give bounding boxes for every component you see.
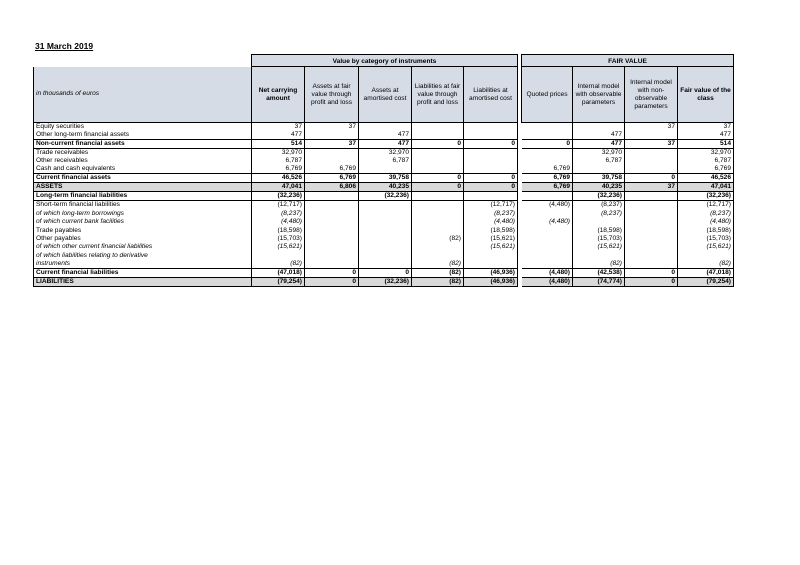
cell-value bbox=[412, 209, 464, 217]
column-header-fair-value-class: Fair value of the class bbox=[678, 67, 734, 123]
cell-value bbox=[464, 165, 518, 174]
cell-value bbox=[305, 243, 359, 251]
cell-value bbox=[573, 123, 625, 132]
cell-value bbox=[464, 251, 518, 259]
cell-value bbox=[625, 165, 678, 174]
row-label: of which long-term borrowings bbox=[34, 209, 252, 217]
cell-value: 37 bbox=[625, 123, 678, 132]
cell-value: 0 bbox=[412, 174, 464, 183]
cell-value bbox=[359, 123, 412, 132]
cell-value: 37 bbox=[625, 140, 678, 149]
cell-value bbox=[359, 165, 412, 174]
cell-value: 477 bbox=[359, 131, 412, 140]
column-header-liabilities-fvtpl: Liabilities at fair value through profit and loss bbox=[412, 67, 464, 123]
cell-value: (8,237) bbox=[464, 209, 518, 217]
cell-value bbox=[464, 149, 518, 158]
cell-value bbox=[573, 218, 625, 226]
cell-value: 477 bbox=[573, 140, 625, 149]
cell-value: 46,526 bbox=[678, 174, 734, 183]
cell-value: 6,769 bbox=[678, 165, 734, 174]
cell-value bbox=[522, 251, 573, 259]
column-header-internal-observable: Internal model with observable parameters bbox=[573, 67, 625, 123]
cell-value: 47,041 bbox=[678, 183, 734, 192]
cell-value: (8,237) bbox=[678, 209, 734, 217]
cell-value: (12,717) bbox=[464, 201, 518, 210]
table-row bbox=[34, 260, 734, 269]
cell-value: (4,480) bbox=[678, 218, 734, 226]
cell-value: 32,970 bbox=[359, 149, 412, 158]
cell-value: 37 bbox=[252, 123, 305, 132]
cell-value: (15,621) bbox=[464, 243, 518, 251]
table-row bbox=[34, 149, 734, 158]
cell-value bbox=[625, 243, 678, 251]
table-row bbox=[34, 268, 734, 277]
row-label: Trade receivables bbox=[34, 149, 252, 158]
table-row bbox=[34, 251, 734, 259]
cell-value bbox=[625, 218, 678, 226]
cell-value bbox=[464, 157, 518, 165]
cell-value bbox=[412, 192, 464, 201]
cell-value bbox=[678, 251, 734, 259]
cell-value: (74,774) bbox=[573, 277, 625, 286]
row-label: Trade payables bbox=[34, 226, 252, 234]
table-row bbox=[34, 243, 734, 251]
cell-value bbox=[464, 131, 518, 140]
row-label: instruments bbox=[34, 260, 252, 269]
cell-value bbox=[412, 149, 464, 158]
cell-value: (32,236) bbox=[678, 192, 734, 201]
table-row bbox=[34, 183, 734, 192]
row-label: of which liabilities relating to derivative bbox=[34, 251, 252, 259]
cell-value bbox=[305, 260, 359, 269]
cell-value bbox=[359, 201, 412, 210]
row-label: Current financial liabilities bbox=[34, 268, 252, 277]
row-label: ASSETS bbox=[34, 183, 252, 192]
cell-value bbox=[464, 192, 518, 201]
cell-value bbox=[625, 149, 678, 158]
cell-value: (4,480) bbox=[522, 201, 573, 210]
cell-value bbox=[305, 131, 359, 140]
cell-value: 40,235 bbox=[573, 183, 625, 192]
row-label: Non-current financial assets bbox=[34, 140, 252, 149]
cell-value bbox=[625, 131, 678, 140]
table-row bbox=[34, 174, 734, 183]
cell-value: (82) bbox=[678, 260, 734, 269]
cell-value: 0 bbox=[305, 268, 359, 277]
cell-value: 0 bbox=[522, 140, 573, 149]
cell-value: 6,769 bbox=[522, 183, 573, 192]
cell-value: 47,041 bbox=[252, 183, 305, 192]
row-label: of which other current financial liabilities bbox=[34, 243, 252, 251]
cell-value: (47,018) bbox=[678, 268, 734, 277]
cell-value: 0 bbox=[359, 268, 412, 277]
cell-value bbox=[625, 226, 678, 234]
cell-value bbox=[625, 251, 678, 259]
cell-value bbox=[412, 201, 464, 210]
table-row bbox=[34, 218, 734, 226]
table-row bbox=[34, 140, 734, 149]
cell-value bbox=[625, 235, 678, 243]
table-row bbox=[34, 157, 734, 165]
cell-value: 0 bbox=[412, 140, 464, 149]
cell-value: (4,480) bbox=[252, 218, 305, 226]
column-header-label: in thousands of euros bbox=[34, 67, 252, 123]
cell-value: 39,758 bbox=[573, 174, 625, 183]
cell-value bbox=[305, 149, 359, 158]
cell-value: (4,480) bbox=[522, 218, 573, 226]
cell-value: (15,621) bbox=[464, 235, 518, 243]
cell-value bbox=[522, 123, 573, 132]
cell-value bbox=[412, 243, 464, 251]
cell-value bbox=[625, 260, 678, 269]
cell-value: (15,621) bbox=[252, 243, 305, 251]
cell-value: (4,480) bbox=[522, 277, 573, 286]
fair-value-table bbox=[33, 54, 734, 287]
row-label: Equity securities bbox=[34, 123, 252, 132]
cell-value: (18,598) bbox=[252, 226, 305, 234]
cell-value: 6,787 bbox=[573, 157, 625, 165]
cell-value bbox=[305, 235, 359, 243]
cell-value: 0 bbox=[625, 174, 678, 183]
cell-value: 6,769 bbox=[305, 174, 359, 183]
cell-value: 477 bbox=[359, 140, 412, 149]
row-label: Cash and cash equivalents bbox=[34, 165, 252, 174]
cell-value bbox=[305, 209, 359, 217]
table-row bbox=[34, 201, 734, 210]
cell-value: (32,236) bbox=[359, 277, 412, 286]
cell-value: (15,621) bbox=[678, 243, 734, 251]
cell-value: (4,480) bbox=[522, 268, 573, 277]
cell-value: 0 bbox=[464, 140, 518, 149]
column-header-assets-fvtpl: Assets at fair value through profit and loss bbox=[305, 67, 359, 123]
cell-value bbox=[522, 192, 573, 201]
cell-value: (82) bbox=[412, 268, 464, 277]
cell-value: 514 bbox=[252, 140, 305, 149]
cell-value bbox=[359, 218, 412, 226]
table-row bbox=[34, 192, 734, 201]
cell-value: (18,598) bbox=[464, 226, 518, 234]
column-header-liabilities-amortised: Liabilities at amortised cost bbox=[464, 67, 518, 123]
cell-value: (15,703) bbox=[573, 235, 625, 243]
cell-value: (12,717) bbox=[252, 201, 305, 210]
cell-value: 0 bbox=[464, 174, 518, 183]
group-header-value-by-category: Value by category of instruments bbox=[252, 55, 518, 67]
cell-value: 32,970 bbox=[678, 149, 734, 158]
cell-value bbox=[522, 260, 573, 269]
cell-value bbox=[573, 165, 625, 174]
cell-value: (47,018) bbox=[252, 268, 305, 277]
cell-value bbox=[412, 123, 464, 132]
cell-value: (82) bbox=[573, 260, 625, 269]
cell-value: (12,717) bbox=[678, 201, 734, 210]
row-label: Other payables bbox=[34, 235, 252, 243]
cell-value: 0 bbox=[305, 277, 359, 286]
cell-value: (8,237) bbox=[573, 209, 625, 217]
cell-value bbox=[625, 157, 678, 165]
column-header-row bbox=[34, 67, 734, 123]
cell-value bbox=[464, 260, 518, 269]
row-label: Current financial assets bbox=[34, 174, 252, 183]
cell-value: 39,758 bbox=[359, 174, 412, 183]
cell-value bbox=[305, 226, 359, 234]
group-header-fair-value: FAIR VALUE bbox=[522, 55, 734, 67]
cell-value bbox=[464, 123, 518, 132]
cell-value: (15,703) bbox=[678, 235, 734, 243]
cell-value bbox=[252, 251, 305, 259]
cell-value: 6,787 bbox=[252, 157, 305, 165]
cell-value: (18,598) bbox=[678, 226, 734, 234]
cell-value: 32,970 bbox=[252, 149, 305, 158]
cell-value: 37 bbox=[305, 123, 359, 132]
cell-value: 32,970 bbox=[573, 149, 625, 158]
cell-value: 46,526 bbox=[252, 174, 305, 183]
cell-value: 477 bbox=[573, 131, 625, 140]
cell-value: 0 bbox=[464, 183, 518, 192]
table-row bbox=[34, 165, 734, 174]
cell-value: (32,236) bbox=[252, 192, 305, 201]
cell-value bbox=[305, 251, 359, 259]
cell-value: 6,806 bbox=[305, 183, 359, 192]
cell-value bbox=[412, 218, 464, 226]
cell-value bbox=[522, 243, 573, 251]
row-label: of which current bank facilities bbox=[34, 218, 252, 226]
cell-value: (46,936) bbox=[464, 268, 518, 277]
cell-value: (46,936) bbox=[464, 277, 518, 286]
cell-value: 40,235 bbox=[359, 183, 412, 192]
cell-value bbox=[412, 251, 464, 259]
cell-value: 0 bbox=[412, 183, 464, 192]
column-header-net-carrying-amount: Net carrying amount bbox=[252, 67, 305, 123]
cell-value: 6,787 bbox=[678, 157, 734, 165]
cell-value: (82) bbox=[252, 260, 305, 269]
cell-value bbox=[305, 192, 359, 201]
table-row bbox=[34, 123, 734, 132]
cell-value bbox=[522, 226, 573, 234]
cell-value bbox=[412, 165, 464, 174]
cell-value bbox=[305, 218, 359, 226]
cell-value: (82) bbox=[412, 260, 464, 269]
cell-value bbox=[412, 226, 464, 234]
table-row bbox=[34, 226, 734, 234]
cell-value: 6,769 bbox=[522, 174, 573, 183]
cell-value: 477 bbox=[252, 131, 305, 140]
cell-value: 6,769 bbox=[252, 165, 305, 174]
row-label: Short-term financial liabilities bbox=[34, 201, 252, 210]
cell-value: (18,598) bbox=[573, 226, 625, 234]
column-header-assets-amortised: Assets at amortised cost bbox=[359, 67, 412, 123]
row-label: Long-term financial liabilities bbox=[34, 192, 252, 201]
cell-value: (82) bbox=[412, 277, 464, 286]
cell-value: 477 bbox=[678, 131, 734, 140]
cell-value: (8,237) bbox=[573, 201, 625, 210]
cell-value: (79,254) bbox=[252, 277, 305, 286]
cell-value bbox=[359, 209, 412, 217]
cell-value bbox=[305, 157, 359, 165]
cell-value: 37 bbox=[625, 183, 678, 192]
cell-value: (15,621) bbox=[573, 243, 625, 251]
cell-value bbox=[573, 251, 625, 259]
cell-value bbox=[359, 251, 412, 259]
column-header-quoted-prices: Quoted prices bbox=[522, 67, 573, 123]
table-row bbox=[34, 131, 734, 140]
cell-value: 6,769 bbox=[305, 165, 359, 174]
cell-value: 37 bbox=[305, 140, 359, 149]
cell-value: 6,787 bbox=[359, 157, 412, 165]
cell-value bbox=[359, 243, 412, 251]
table-row bbox=[34, 235, 734, 243]
table-row bbox=[34, 209, 734, 217]
cell-value bbox=[522, 235, 573, 243]
cell-value: (42,538) bbox=[573, 268, 625, 277]
cell-value bbox=[412, 131, 464, 140]
cell-value bbox=[522, 149, 573, 158]
column-header-internal-non-observable: Internal model with non-observable parameters bbox=[625, 67, 678, 123]
cell-value: (32,236) bbox=[573, 192, 625, 201]
page-title: 31 March 2019 bbox=[35, 41, 94, 51]
row-label: Other receivables bbox=[34, 157, 252, 165]
cell-value bbox=[625, 209, 678, 217]
table-row bbox=[34, 277, 734, 286]
cell-value bbox=[625, 201, 678, 210]
cell-value bbox=[359, 226, 412, 234]
cell-value: (32,236) bbox=[359, 192, 412, 201]
cell-value: 514 bbox=[678, 140, 734, 149]
cell-value: (8,237) bbox=[252, 209, 305, 217]
cell-value: 6,769 bbox=[522, 165, 573, 174]
cell-value: (79,254) bbox=[678, 277, 734, 286]
cell-value bbox=[305, 201, 359, 210]
cell-value: (4,480) bbox=[464, 218, 518, 226]
cell-value: 37 bbox=[678, 123, 734, 132]
cell-value bbox=[522, 131, 573, 140]
cell-value bbox=[412, 157, 464, 165]
cell-value bbox=[522, 157, 573, 165]
cell-value bbox=[359, 260, 412, 269]
group-header-row bbox=[34, 55, 734, 67]
cell-value bbox=[522, 209, 573, 217]
cell-value: 0 bbox=[625, 268, 678, 277]
cell-value: (82) bbox=[412, 235, 464, 243]
cell-value: (15,703) bbox=[252, 235, 305, 243]
row-label: LIABILITIES bbox=[34, 277, 252, 286]
row-label: Other long-term financial assets bbox=[34, 131, 252, 140]
cell-value: 0 bbox=[625, 277, 678, 286]
cell-value bbox=[359, 235, 412, 243]
cell-value bbox=[625, 192, 678, 201]
